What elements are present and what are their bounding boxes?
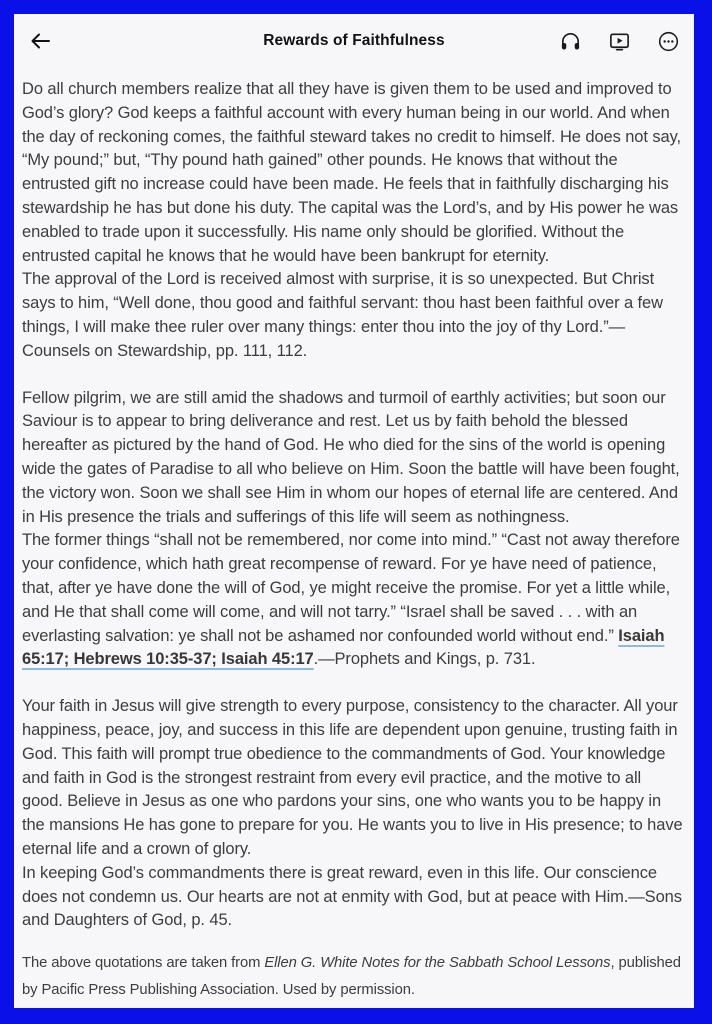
lesson-content [14,68,694,1008]
top-bar-actions [557,28,682,55]
headphones-icon [559,30,582,53]
paragraph [22,529,686,672]
page-title: Rewards of Faithfulness [263,32,445,49]
more-button[interactable] [655,28,682,55]
attribution-source-title: Ellen G. White Notes for the Sabbath School Lessons [264,955,611,972]
video-player-icon [608,30,631,53]
reading-screen [14,14,694,1008]
more-options-icon [657,30,680,53]
left-arrow-icon [28,29,52,53]
paragraph: Fellow pilgrim, we are still amid the shadows and turmoil of earthly activities; but soon our Saviour is to appear to bring deliverance and rest. Let us by faith behold the blessed hereafter as pictured by the hand of God. He who died for the sins of the world is opening wide the gates of Paradise to all who believe on Him. Soon the battle will have been fought, the victory won. Soon we shall see Him in whom our hopes of eternal life are centered. And in His presence the trials and sufferings of this life will seem as nothingness. [22,388,680,526]
paragraph-text: .—Prophets and Kings, p. 731. [313,650,536,669]
scripture-reference-link[interactable]: Isaiah 65:17; Hebrews 10:35-37; Isaiah 45:17 [22,626,665,669]
attribution-text: The above quotations are taken from [22,955,265,972]
attribution-note [22,950,686,1004]
paragraph: Do all church members realize that all they have is given them to be used and improved to God’s glory? God keeps a faithful account with every human being in our world. And when the day of reckoning comes, the faithful steward takes no credit to himself. He does not say, “My pound;” but, “Thy pound hath gained” other pounds. He knows that without the entrusted gift no increase could have been made. He feels that in faithfully discharging his stewardship he has but done his duty. The capital was the Lord’s, and by His power he was enabled to trade upon it successfully. His name only should be glorified. Without the entrusted capital he knows that he would have been bankrupt for eternity. [22,80,681,265]
quote-block-2 [22,387,686,673]
top-bar [14,14,694,68]
paragraph: Your faith in Jesus will give strength to every purpose, consistency to the character. All your happiness, peace, joy, and success in this life are dependent upon genuine, trusting faith in God. This faith will prompt true obedience to the commandments of God. Your knowledge and faith in God is the strongest restraint from every evil practice, and the motive to all good. Believe in Jesus as one who pardons your sins, one who wants you to be happy in the mansions He has gone to prepare for you. He wants you to live in His presence; to have eternal life and a crown of glory. [22,697,683,858]
attribution-text: , published by Pacific Press Publishing Association. Used by permission. [22,955,681,999]
back-button[interactable] [26,27,54,55]
quote-block-3 [22,695,686,933]
paragraph: The approval of the Lord is received almost with surprise, it is so unexpected. But Christ says to him, “Well done, thou good and faithful servant: thou hast been faithful over a few things, I will make thee ruler over many things: enter thou into the joy of thy Lord.”—Counsels on Stewardship, pp. 111, 112. [22,270,663,360]
video-button[interactable] [606,28,633,55]
paragraph-text: The former things “shall not be remembered, nor come into mind.” “Cast not away therefore your confidence, which hath great recompense of reward. For ye have need of patience, that, after ye have done the will of God, ye might receive the promise. For yet a little while, and He that shall come will come, and will not tarry.” “Israel shall be saved . . . with an everlasting salvation: ye shall not be ashamed nor confounded world without end.” [22,531,680,645]
audio-button[interactable] [557,28,584,55]
quote-block-1 [22,78,686,364]
paragraph: In keeping God’s commandments there is great reward, even in this life. Our conscience does not condemn us. Our hearts are not at enmity with God, but at peace with Him.—Sons and Daughters of God, p. 45. [22,863,682,930]
